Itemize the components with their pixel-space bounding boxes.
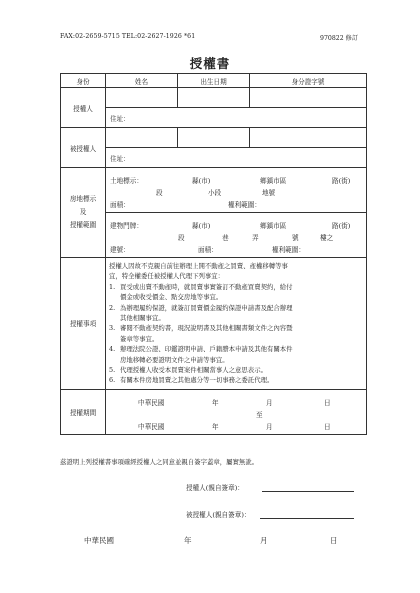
period-label: 授權期間: [61, 389, 106, 434]
building-register-no: 建號：: [110, 246, 130, 254]
land-label: 土地標示：: [110, 177, 143, 185]
grantor-row: [61, 88, 367, 108]
grantee-name-field[interactable]: [106, 128, 178, 148]
land-road: 路(街): [332, 177, 351, 185]
grantee-label: 被授權人: [61, 128, 106, 168]
building-floor: 樓之: [320, 234, 334, 242]
matters-item: [109, 375, 362, 385]
building-town: 鄉鎮市區: [260, 222, 287, 230]
building-label: 建物門牌：: [110, 222, 143, 230]
header-row: [61, 74, 367, 88]
grantee-address-label: 住址：: [110, 154, 130, 163]
period-end-month: 月: [266, 422, 273, 431]
grantor-label: 授權人: [61, 88, 106, 128]
col-header-birthdate: 出生日期: [178, 74, 250, 88]
grantee-signature-label: 被授權人(親自簽章)：: [186, 511, 251, 519]
land-row: [61, 168, 367, 213]
land-number: 地號: [262, 189, 276, 197]
col-header-name: 姓名: [106, 74, 178, 88]
matters-item: [109, 355, 362, 365]
land-section: 段: [156, 189, 163, 197]
declaration-text: 茲證明上列授權書事項確經授權人之同意並親自簽字蓋章，屬實無訛。: [60, 458, 259, 466]
matters-item-number: [109, 313, 120, 323]
footer-date-year: 年: [184, 536, 192, 545]
building-designation-field[interactable]: [106, 213, 367, 258]
matters-intro-2: 宜，特全權委任被授權人代理下列事宜：: [109, 272, 225, 281]
matters-item-number: 3.: [109, 324, 116, 333]
grantee-signature-line[interactable]: [260, 518, 354, 519]
land-town: 鄉鎮市區: [260, 177, 287, 185]
land-county: 縣(市): [192, 177, 211, 185]
matters-item: [109, 292, 362, 302]
matters-item-text: 其他相關事宜。: [120, 314, 165, 323]
matters-item-text: 代理授權人收受本買賣案件相關當事人之意思表示。: [120, 366, 267, 375]
matters-item-number: 2.: [109, 303, 116, 312]
matters-intro-1: 授權人因故不克親自前往辦理上開不動產之買賣、產權移轉等事: [109, 262, 288, 270]
period-end-roc: 中華民國: [138, 422, 165, 431]
building-right-scope: 權利範圍：: [272, 246, 305, 254]
building-area: 面積：: [198, 246, 218, 254]
matters-item: [109, 323, 362, 333]
land-subsection: 小段: [208, 189, 222, 197]
grantor-id-field[interactable]: [250, 88, 367, 108]
building-alley: 弄: [252, 234, 259, 242]
matters-item-text: 有關本件房地買賣之其他處分等一切事務之委託代理。: [120, 376, 274, 385]
building-number: 號: [292, 234, 299, 242]
matters-item: [109, 344, 362, 354]
grantee-address-row: [61, 148, 367, 168]
grantee-birthdate-field[interactable]: [178, 128, 250, 148]
matters-item-text: 價金或收受價金、點交房地等事宜。: [120, 293, 223, 302]
footer-date-month: 月: [260, 536, 268, 545]
authorization-form-table: [60, 73, 367, 435]
building-row: [61, 213, 367, 258]
matters-list: [106, 258, 366, 389]
grantee-id-field[interactable]: [250, 128, 367, 148]
property-label-line1: 房地標示: [69, 195, 97, 203]
revision-note: 970822 修訂: [320, 35, 358, 42]
period-start-day: 日: [324, 398, 331, 407]
footer-date-roc: 中華民國: [84, 536, 114, 545]
period-end-year: 年: [212, 422, 219, 431]
grantor-name-field[interactable]: [106, 88, 178, 108]
matters-item: [109, 282, 362, 292]
matters-item-text: 為辦理履約保證，就簽訂買賣價金履約保證申請書及配合辦理: [120, 303, 293, 312]
grantee-address-field[interactable]: [106, 148, 367, 168]
period-to: 至: [256, 410, 263, 419]
matters-item-number: 5.: [109, 366, 116, 375]
grantee-row: [61, 128, 367, 148]
matters-item: [109, 313, 362, 323]
matters-row: [61, 258, 367, 390]
matters-item: [109, 303, 362, 313]
document-title: 授權書: [189, 56, 231, 71]
col-header-id-number: 身分證字號: [250, 74, 367, 88]
matters-item: [109, 365, 362, 375]
period-start-year: 年: [212, 398, 219, 407]
matters-item-text: 辦理法院公證、印鑑證明申請、戶籍謄本申請及其他有關本件: [120, 345, 293, 354]
building-section: 段: [178, 234, 185, 242]
matters-item-text: 買受或出賣不動產時，就買賣事實簽訂不動產買賣契約，給付: [120, 282, 293, 291]
period-start-roc: 中華民國: [138, 398, 165, 407]
property-label-line2: 及: [79, 208, 87, 216]
matters-item: [109, 334, 362, 344]
land-right-scope: 權利範圍：: [228, 201, 261, 209]
grantor-signature-line[interactable]: [262, 491, 354, 492]
period-start-month: 月: [266, 398, 273, 407]
matters-item-number: 6.: [109, 376, 116, 385]
land-area: 面積：: [110, 201, 130, 209]
grantor-address-field[interactable]: [106, 108, 367, 128]
matters-label: 授權事項: [61, 258, 106, 390]
grantor-signature-label: 授權人(親自簽章)：: [186, 484, 244, 492]
building-county: 縣(市): [192, 222, 211, 230]
period-field[interactable]: [106, 389, 367, 434]
grantor-address-label: 住址：: [110, 114, 130, 123]
matters-content: [106, 258, 367, 390]
property-label-line3: 授權範圍: [69, 221, 97, 229]
grantor-address-row: [61, 108, 367, 128]
building-lane: 巷: [222, 234, 229, 242]
matters-item-text: 簽章等事宜。: [120, 334, 159, 343]
fax-tel-line: FAX:02-2659-5715 TEL:02-2627-1926 *61: [60, 33, 196, 40]
building-road: 路(街): [332, 222, 351, 230]
period-end-day: 日: [324, 422, 331, 431]
footer-date-day: 日: [330, 536, 338, 545]
matters-item-number: 1.: [109, 282, 116, 291]
grantor-birthdate-field[interactable]: [178, 88, 250, 108]
matters-item-number: [109, 355, 120, 365]
matters-item-number: [109, 292, 120, 302]
property-label: [61, 168, 106, 258]
matters-item-text: 房地移轉必要證明文件之申請等事宜。: [120, 355, 229, 364]
matters-item-number: [109, 334, 120, 344]
matters-item-text: 審閱不動產契約書，現況說明書及其他相關書類文件之內容暨: [120, 324, 293, 333]
matters-item-number: 4.: [109, 345, 116, 354]
land-designation-field[interactable]: [106, 168, 367, 213]
col-header-identity: 身份: [61, 74, 106, 88]
period-row: [61, 389, 367, 434]
